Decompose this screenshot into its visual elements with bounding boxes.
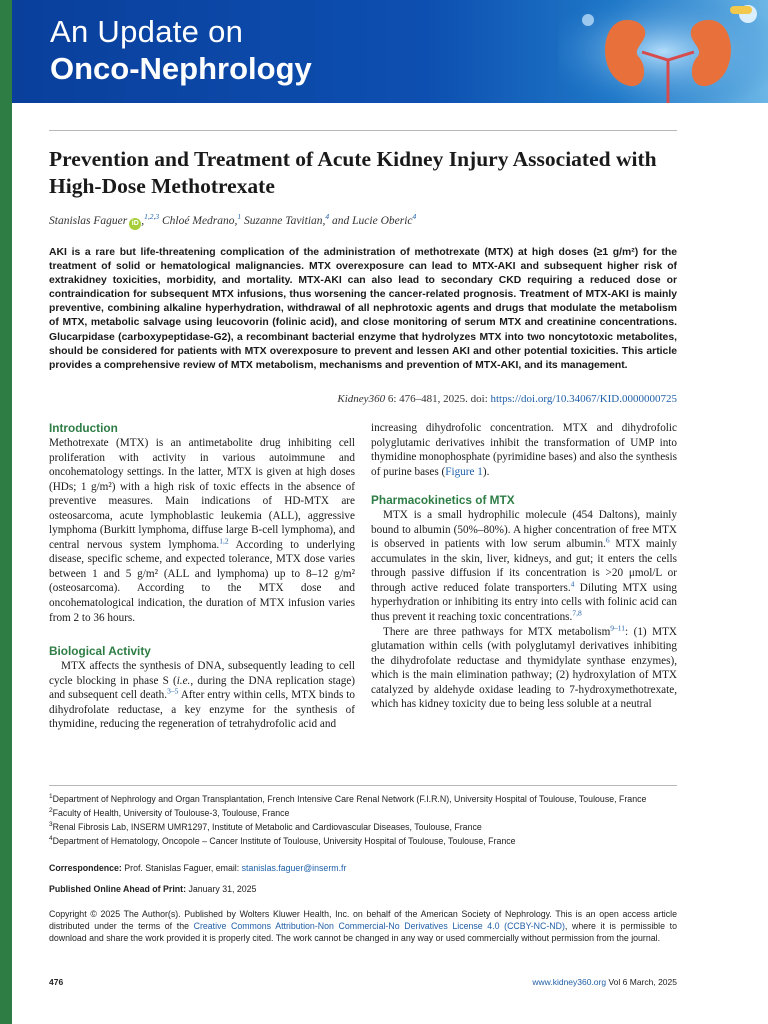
affiliations xyxy=(49,791,677,848)
bio-paragraph: MTX affects the synthesis of DNA, subsequently leading to cell cycle blocking in phase S (i.e., during the DNA replication stage) and subsequent cell death.$^{3-5}$ After entry within cells, MTX binds to dihydrofolate reductase, a key enzyme for the synthesis of thymidine, reducing the regeneration of tetrahydrofolic acid and xyxy=(49,660,356,731)
right-column xyxy=(371,421,677,712)
author-affiliation-ref[interactable]: 1,2,3 xyxy=(144,212,160,221)
correspondence: Correspondence: Prof. Stanislas Faguer, email: stanislas.faguer@inserm.fr xyxy=(49,863,347,873)
banner-series-title: Onco-Nephrology xyxy=(50,51,312,86)
email-link[interactable]: stanislas.faguer@inserm.fr xyxy=(241,863,347,873)
reference-link[interactable]: 7,8 xyxy=(572,608,582,618)
reference-link[interactable]: 1,2 xyxy=(219,536,229,546)
banner-series-label: An Update on xyxy=(50,14,244,49)
kidney-illustration-icon xyxy=(558,0,768,103)
left-color-bar xyxy=(0,0,12,1024)
journal-name: Kidney360 xyxy=(337,393,386,405)
author-name: Chloé Medrano, xyxy=(162,214,238,227)
figure-link[interactable]: Figure 1 xyxy=(445,465,483,478)
article-title: Prevention and Treatment of Acute Kidney Injury Associated with High-Dose Methotrexate xyxy=(49,147,657,198)
reference-link[interactable]: 6 xyxy=(605,535,610,545)
published-date: Published Online Ahead of Print: January 31, 2025 xyxy=(49,884,257,894)
left-column xyxy=(49,421,355,732)
citation-details: 6: 476–481, 2025. doi: xyxy=(385,393,491,405)
journal-footer: www.kidney360.org Vol 6 March, 2025 xyxy=(532,977,677,987)
pk-paragraph: There are three pathways for MTX metabolism$^{9-11}$: (1) MTX glutamation within cells (with polyglutamyl derivatives inhibiting the dihydrofolate reductase and thymidylate synthase enzymes), which is the main elimination pathway; (2) hydroxylation of MTX catalyzed by aldehyde oxidase leading to 7-hydroxymethotrexate, which has kidney toxicity due to being less soluble at a neutral xyxy=(371,622,677,711)
author-affiliation-ref[interactable]: 4 xyxy=(412,212,417,221)
reference-link[interactable]: 4 xyxy=(570,579,575,589)
author-name: Stanislas Faguer xyxy=(49,214,128,227)
orcid-icon[interactable]: iD xyxy=(129,218,141,230)
author-affiliation-ref[interactable]: 4 xyxy=(325,212,330,221)
page-number: 476 xyxy=(49,977,64,987)
affiliation-item: $^2$Faculty of Health, University of Toulouse-3, Toulouse, France xyxy=(49,807,290,819)
intro-paragraph: Methotrexate (MTX) is an antimetabolite drug inhibiting cell proliferation with activity in various autoimmune and oncohematology settings. In the latter, MTX is given at high doses (HDs; 1 g/m²) with a high risk of toxic effects in the absence of preventive measures. Main indications of HD-MTX are osteosarcoma, acute lymphoblastic leukemia (ALL), aggressive lymphoma (Burkitt lymphoma, diffuse large B-cell lymphoma), and central nervous system lymphoma.$^{1,2}$ According to underlying disease, specific scheme, and expected tolerance, MTX dose varies between 1 and 5 g/m² (ALL and lymphoma) up to 8–12 g/m² (osteosarcoma). According to the MTX dose and oncohematological indication, the duration of MTX infusion varies from 2 to 36 hours. xyxy=(49,437,355,624)
author-name: and Lucie Oberic xyxy=(332,214,413,227)
pk-paragraph: MTX is a small hydrophilic molecule (454 Daltons), mainly bound to albumin (50%–80%). A higher concentration of free MTX is observed in patients with low serum albumin.$^6$ MTX mainly accumulates in the skin, liver, kidneys, and gut; it enters the cells through passive diffusion if its concentration is >20 μmol/L or through active reduced folate transporters.$^4$ Diluting MTX using hyperhydration or inhibiting its entry into cells with folinic acid can thus prevent it reaching toxic concentrations.$^{7,8}$ xyxy=(371,509,677,624)
author-affiliation-ref[interactable]: 1 xyxy=(237,212,242,221)
affiliation-item: $^1$Department of Nephrology and Organ Transplantation, French Intensive Care Renal Network (F.I.R.N), University Hospital of Toulouse, Toulouse, France xyxy=(49,793,647,804)
doi-link[interactable]: https://doi.org/10.34067/KID.0000000725 xyxy=(490,393,677,405)
footnote-divider xyxy=(49,785,677,786)
section-heading-pharmacokinetics: Pharmacokinetics of MTX xyxy=(371,493,515,508)
bio-paragraph-continued: increasing dihydrofolic concentration. MTX and dihydrofolic polyglutamic derivatives inhibit the transformation of UMP into thymidine monophosphate (pyrimidine bases) and also the synthesis of purine bases (Figure 1). xyxy=(371,422,677,478)
header-divider xyxy=(49,130,677,131)
reference-link[interactable]: 3–5 xyxy=(167,686,179,696)
author-name: Suzanne Tavitian, xyxy=(244,214,326,227)
series-banner xyxy=(12,0,768,103)
citation-line xyxy=(337,393,677,405)
author-list: Stanislas Faguer iD ,$^{1,2,3}$ Chloé Medrano,$^1$ Suzanne Tavitian,$^4$ and Lucie Oberic$^4$ xyxy=(49,212,689,230)
reference-link[interactable]: 9–11 xyxy=(610,622,626,632)
abstract: AKI is a rare but life-threatening complication of the administration of methotrexate (MTX) at high doses (≥1 g/m²) for the treatment of solid or hematological malignancies. MTX overexposure can lead to MTX-AKI and subsequent higher risk of extrakidney toxicities, morbidity, and mortality. MTX-AKI can also lead to secondary CKD requiring a reduced dose or contraindication for subsequent MTX infusions, thus worsening the cancer-related prognosis. Treatment of MTX-AKI is mainly preventive, combining alkaline hyperhydration, withdrawal of all nephrotoxic agents and drugs that modulate the metabolism of MTX, metabolic salvage using leucovorin (folinic acid), and close monitoring of serum MTX and creatinine concentrations. Glucarpidase (carboxypeptidase-G2), a recombinant bacterial enzyme that hydrolyzes MTX into two noncytotoxic metabolites, should be considered for patients with MTX overexposure to prevent and lessen AKI and other potential toxicities. This article provides a comprehensive review of MTX metabolism, mechanisms and prevention of MTX-AKI, and its management. xyxy=(49,247,677,371)
journal-website-link[interactable]: www.kidney360.org xyxy=(532,977,607,987)
affiliation-item: $^3$Renal Fibrosis Lab, INSERM UMR1297, Institute of Metabolic and Cardiovascular Diseases, Toulouse, France xyxy=(49,821,482,833)
section-heading-biological-activity: Biological Activity xyxy=(49,644,151,659)
section-heading-introduction: Introduction xyxy=(49,421,118,435)
copyright-notice: Copyright © 2025 The Author(s). Published by Wolters Kluwer Health, Inc. on behalf of the American Society of Nephrology. This is an open access article distributed under the terms of the Creative Commons Attribution-Non Commercial-No Derivatives License 4.0 (CCBY-NC-ND), where it is permissible to download and share the work provided it is properly cited. The work cannot be changed in any way or used commercially without permission from the journal. xyxy=(49,909,677,943)
affiliation-item: $^4$Department of Hematology, Oncopole – Cancer Institute of Toulouse, University Hospital of Toulouse, Toulouse, France xyxy=(49,835,516,847)
license-link[interactable]: Creative Commons Attribution-Non Commercial-No Derivatives License 4.0 (CCBY-NC-ND) xyxy=(193,921,565,931)
